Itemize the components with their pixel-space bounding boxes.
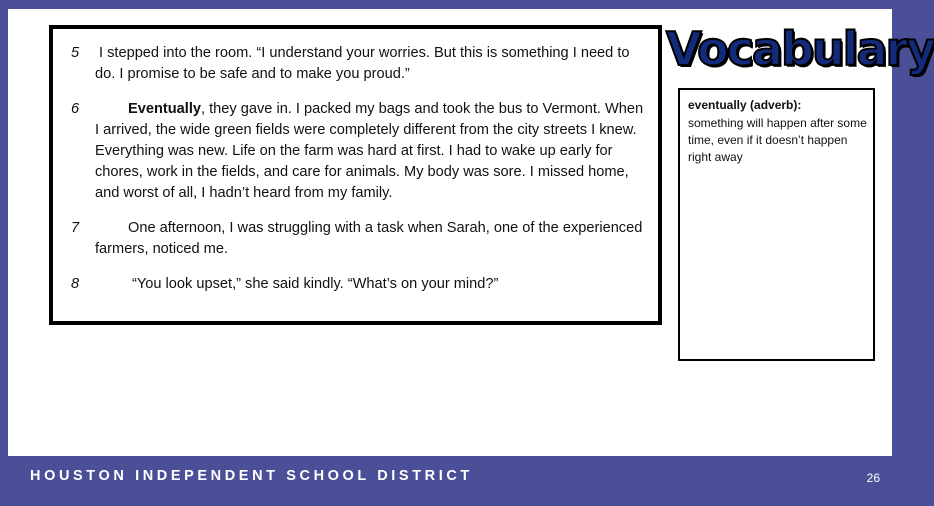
paragraph-text: , they gave in. I packed my bags and took the bus to Vermont. When I arrived, the wide green fields were completely different from the city streets I knew. Everything was new. Life on the farm was hard at first. I had to wake up early for chores, work in the fields, and care for animals. My body was sore. I missed home, and worst of all, I hadn’t heard from my family. [95,101,644,201]
paragraph-8 [53,274,658,295]
vocab-word-highlight: Eventually [128,101,201,117]
vocabulary-title: Vocabulary [666,22,934,76]
vocab-term: eventually (adverb): [688,98,802,112]
paragraph-number: 5 [71,45,80,61]
paragraph-number: 7 [71,220,80,236]
paragraph-number: 8 [71,276,80,292]
vocabulary-box [678,88,875,361]
paragraph-text: I stepped into the room. “I understand your worries. But this is something I need to do. I promise to be safe and to make you proud.” [95,45,630,82]
passage-box [49,25,662,325]
vocab-definition: something will happen after some time, even if it doesn’t happen right away [688,116,867,164]
slide [8,9,934,456]
footer-bar [8,458,892,498]
paragraph-5 [53,43,658,85]
paragraph-text: “You look upset,” she said kindly. “What’s on your mind?” [132,276,499,292]
district-name: HOUSTON INDEPENDENT SCHOOL DISTRICT [30,468,473,484]
paragraph-number: 6 [71,101,80,117]
paragraph-6 [53,99,658,204]
paragraph-7 [53,218,658,260]
page-number: 26 [866,471,880,485]
paragraph-text: One afternoon, I was struggling with a task when Sarah, one of the experienced farmers, noticed me. [95,220,643,257]
